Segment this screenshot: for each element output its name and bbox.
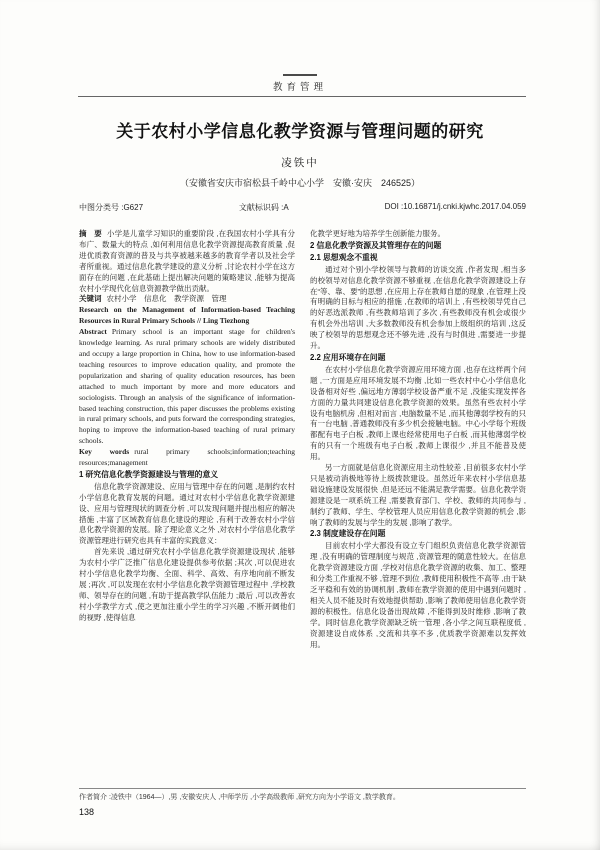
keywords-en [79, 447, 295, 469]
document-code: 文献标识码 :A [238, 203, 289, 212]
abstract-cn [79, 229, 295, 294]
section-2-2-heading: 2.2 应用环境存在问题 [310, 352, 386, 362]
section-2-1-heading: 2.1 思想观念不重视 [310, 252, 378, 262]
section-2-3-heading: 2.3 制度建设存在问题 [310, 529, 386, 539]
article-meta-row [79, 202, 526, 213]
keywords-en-text: rural primary schools;information;teaching resources;management [79, 447, 295, 468]
section-2-1-para: 通过对个别小学校领导与教师的访谈交流 ,作者发现 ,相当多的校领导对信息化教学资源不够重视 ,在信息化教学资源建设上存在“等、靠、要”的思想 ,在应用上存在教师自愿的现象 ,在管理上没有明确的目标与相应的措施 ,在教师的培训上 ,有些校领导凭自己的好恶选派教师 ,有些教师培训了多次 ,有些教师没有机会或很少有机会外出培训 ,大多数教师没有机会参加上级组织的培训 ,这反映了校领导的思想观念还不够先进 ,没有与时俱进 ,需要进一步提升。 [310, 264, 526, 351]
abstract-cn-text: 小学是儿童学习知识的重要阶段 ,在我国农村小学具有分布广、数量大的特点 ,如何利用信息化教学资源提高教育质量 ,促进优质教育资源的普及与共享被越来越多的教育学者以及社会学者所重视。通过信息化教学建设的意义分析 ,讨论农村小学在这方面存在的问题 ,在此基础上提出解决问题的策略建议 ,能够为提高农村小学现代化信息资源教学做出贡献。 [79, 229, 295, 293]
left-column [79, 229, 295, 786]
article-title: 关于农村小学信息化教学资源与管理问题的研究 [116, 122, 484, 141]
section-1-continuation: 化教学更好地为培养学生创新能力服务。 [310, 229, 445, 238]
keywords-en-label: Key words [79, 447, 130, 457]
section-1-para-1: 信息化教学资源建设、应用与管理中存在的问题 ,是制约农村小学信息化教育发展的问题。通过对农村小学信息化教学资源建设、应用与管理现状的调查分析 ,可以发现问题并提出相应的解决措施 ,丰富了区域教育信息化建设的理论 ,有利于改善农村小学信息化教学资源的发展。除了理论意义之外 ,对农村小学信息化教学资源管理进行研究也具有丰富的实践意义： [79, 481, 295, 546]
abstract-en-title: Research on the Management of Information-based Teaching Resources in Rural Primary Schools // Ling Tiezhong [79, 305, 295, 326]
clc-number: 中图分类号 :G627 [79, 203, 144, 212]
category-label: 教育管理 [272, 82, 327, 93]
section-2-2-para-1: 在农村小学信息化教学资源应用环境方面 ,也存在这样两个问题 ,一方面是应用环境发展不均衡 ,比如一些农村中心小学信息化设备相对好些 ,偏远地方薄弱学校设备严重不足 ,没能实现发挥各方面的力量共同建设信息化教学资源的效果。虽然有些农村小学设有电脑机房 ,但相对而言 ,电脑数量不足 ,而其他薄弱学校有的只有一台电脑 ,普通教师没有多少机会接触电脑。中心小学每个班级都配有电子白板 ,教师上课也经常使用电子白板 ,而其他薄弱学校有的只有一个班级有电子白板 ,教师上课很少 ,并且不能普及使用。 [310, 364, 526, 462]
page-number: 138 [79, 807, 95, 817]
header-rule [78, 96, 526, 97]
section-2-2-para-2: 另一方面就是信息化资源应用主动性较差 ,目前很多农村小学只是被动消极地等待上级拨款建设。虽然近年来农村小学信息基础设施建设发展很快 ,但是还远不能满足教学需要。信息化教学资源建设是一项系统工程 ,需要教育部门、学校、教师的共同参与 ,制约了教师、学生、学校管理人员应用信息化教学资源的机会 ,影响了教师的发展与学生的发展 ,影响了教学。 [310, 463, 526, 527]
section-1-para-2: 首先来说 ,通过研究农村小学信息化教学资源建设现状 ,能够为农村小学广泛推广信息化建设提供参考依据 ;其次 ,可以促进农村小学信息化教学均衡、全面、科学、高效、有序地向前不断发展 ;再次 ,可以发现在农村小学信息化教学资源管理过程中 ,学校教师、领导存在的问题 ,有助于提高教学队伍能力 ;最后 ,可以改善农村小学教学方式 ,使之更加注重小学生的学习兴趣 ,不断开阔他们的视野 ,使得信息 [79, 547, 295, 622]
category-top-rule [283, 74, 317, 76]
author-bio: 作者简介 :凌铁中（1964—）,男 ,安徽安庆人 ,中师学历 ,小学高级教师 ,研究方向为小学语文 ,数学教育。 [79, 794, 400, 801]
keywords-cn [79, 294, 295, 305]
keywords-cn-label: 关键词 [79, 294, 102, 304]
footer-rule [79, 788, 526, 789]
section-2-heading: 2 信息化教学资源及其管理存在的问题 [310, 240, 442, 250]
right-column [310, 229, 526, 786]
keywords-cn-text: 农村小学 信息化 教学资源 管理 [106, 294, 227, 304]
article-body [79, 229, 526, 786]
section-2-3-para: 目前农村小学大都没有设立专门组织负责信息化教学资源管理 ,没有明确的管理制度与规范 ,资源管理的随意性较大。在信息化教学资源建设方面 ,学校对信息化教学资源的收集、加工、整理和分类工作重视不够 ,管理不到位 ,教师使用积极性不高等 ,由于缺乏平稳和有效的协调机制 ,教师在教学资源的使用中遇到问题时 ,相关人员不能及时有效地提供帮助 ,影响了教师使用信息化教学资源的积极性。信息化设备出现故障 ,不能得到及时维修 ,影响了教学。同时信息化教学资源缺乏统一管理 ,各小学之间互联程度低 ,资源建设自成体系 ,交流和共享不多 ,优质教学资源难以发挥效用。 [310, 541, 526, 649]
doi: DOI :10.16871/j.cnki.kjwhc.2017.04.059 [384, 202, 526, 211]
article-author: 凌铁中 [281, 157, 319, 169]
abstract-en-text: Primary school is an important stage for children's knowledge learning. As rural primary schools are widely distributed and occupy a large proportion in China, how to use information-based teaching resources to improve education quality, and promote the popularization and sharing of quality education resources, has been attached to much important by more and more educators and sociologists. Through an analysis of the significance of information-based teaching construction, this paper discusses the problems existing in rural primary schools, and puts forward the corresponding strategies, hoping to improve the information-based teaching of rural primary schools. [79, 327, 295, 446]
section-1-heading: 1 研究信息化教学资源建设与管理的意义 [79, 469, 219, 479]
article-affiliation: （安徽省安庆市宿松县千岭中心小学 安徽·安庆 246525） [179, 178, 421, 188]
abstract-en-label: Abstract [79, 327, 107, 337]
abstract-en [79, 327, 295, 447]
abstract-cn-label: 摘 要 [79, 229, 102, 238]
